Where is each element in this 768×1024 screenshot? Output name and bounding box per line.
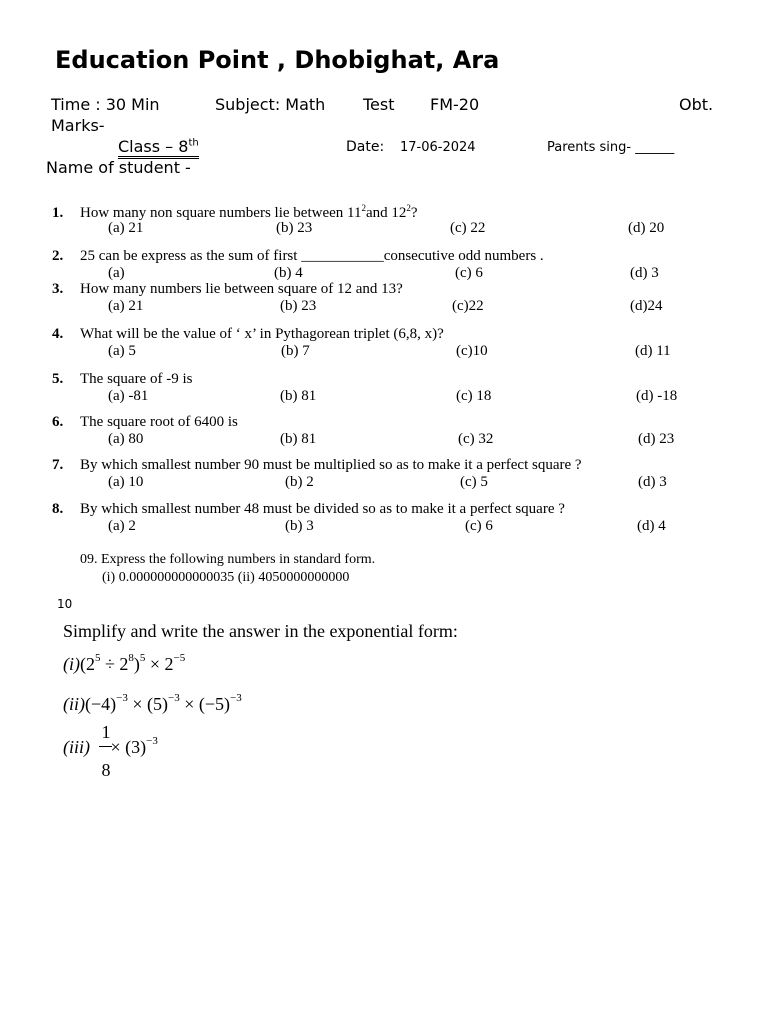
option-a: (a) -81: [108, 388, 149, 404]
option-d: (d) 3: [630, 265, 659, 281]
expression-i: $(i)(2^5 \div 2^8)^5 \times 2^{-5}$: [63, 652, 186, 674]
question-1: 1. How many non square numbers lie between $11^2and$ $12^2$?: [52, 203, 418, 221]
option-a: (a) 10: [108, 474, 144, 490]
option-d: (d) -18: [636, 388, 678, 404]
subject-label: Subject: Math: [215, 95, 326, 114]
option-b: (b) 81: [280, 431, 317, 447]
question-2: 2. 25 can be express as the sum of first ___________consecutive odd numbers .: [52, 248, 544, 264]
option-b: (b) 23: [280, 298, 317, 314]
option-c: (c) 6: [455, 265, 483, 281]
marks-label: Marks-: [51, 116, 105, 135]
option-d: (d) 4: [637, 518, 666, 534]
option-a: (a) 2: [108, 518, 136, 534]
option-c: (c) 18: [456, 388, 492, 404]
option-c: (c) 32: [458, 431, 494, 447]
option-c: (c)22: [452, 298, 484, 314]
option-a: (a) 21: [108, 298, 144, 314]
fraction-denominator: 8: [101, 760, 111, 780]
option-b: (b) 7: [281, 343, 310, 359]
question-9-parts: (i) 0.000000000000035 (ii) 4050000000000: [102, 570, 350, 585]
expression-iii: $(iii) \times (3)^{-3}$: [63, 735, 158, 757]
option-a: (a) 80: [108, 431, 144, 447]
option-d: (d) 23: [638, 431, 675, 447]
option-b: (b) 2: [285, 474, 314, 490]
question-5: 5. The square of -9 is: [52, 371, 193, 387]
question-8: 8. By which smallest number 48 must be divided so as to make it a perfect square ?: [52, 501, 565, 517]
date-label: Date:: [346, 139, 385, 155]
option-b: (b) 23: [276, 220, 313, 236]
option-c: (c) 6: [465, 518, 493, 534]
option-d: (d) 20: [628, 220, 665, 236]
class-label: Class – 8th: [118, 137, 199, 159]
question-7: 7. By which smallest number 90 must be multiplied so as to make it a perfect square ?: [52, 457, 582, 473]
option-c: (c) 22: [450, 220, 486, 236]
question-10-number: 10: [57, 597, 73, 611]
option-d: (d)24: [630, 298, 663, 314]
option-d: (d) 11: [635, 343, 671, 359]
option-b: (b) 81: [280, 388, 317, 404]
question-9: 09. Express the following numbers in standard form.: [80, 552, 376, 567]
question-10-text: Simplify and write the answer in the exponential form:: [63, 621, 458, 641]
parents-sign-label: Parents sing- ______: [547, 140, 675, 155]
option-d: (d) 3: [638, 474, 667, 490]
test-label: Test: [363, 95, 395, 114]
expression-ii: $(ii)(-4)^{-3} \times (5)^{-3} \times (-5)^{-3}$: [63, 692, 242, 714]
option-a: (a) 21: [108, 220, 144, 236]
date-value: 17-06-2024: [400, 140, 476, 155]
option-a: (a) 5: [108, 343, 136, 359]
fraction-numerator: 1: [101, 722, 111, 742]
option-c: (c) 5: [460, 474, 488, 490]
time-label: Time : 30 Min: [51, 95, 160, 114]
option-c: (c)10: [456, 343, 488, 359]
obtained-label: Obt.: [679, 95, 714, 114]
full-marks-label: FM-20: [430, 95, 480, 114]
fraction-bar: [99, 746, 112, 747]
question-4: 4. What will be the value of ‘ x’ in Pythagorean triplet (6,8, x)?: [52, 326, 444, 342]
option-a: (a): [108, 265, 125, 281]
question-6: 6. The square root of 6400 is: [52, 414, 238, 430]
page-title: Education Point , Dhobighat, Ara: [55, 46, 500, 74]
question-3: 3. How many numbers lie between square of 12 and 13?: [52, 281, 403, 297]
student-name-label: Name of student -: [46, 158, 191, 177]
option-b: (b) 4: [274, 265, 303, 281]
option-b: (b) 3: [285, 518, 314, 534]
